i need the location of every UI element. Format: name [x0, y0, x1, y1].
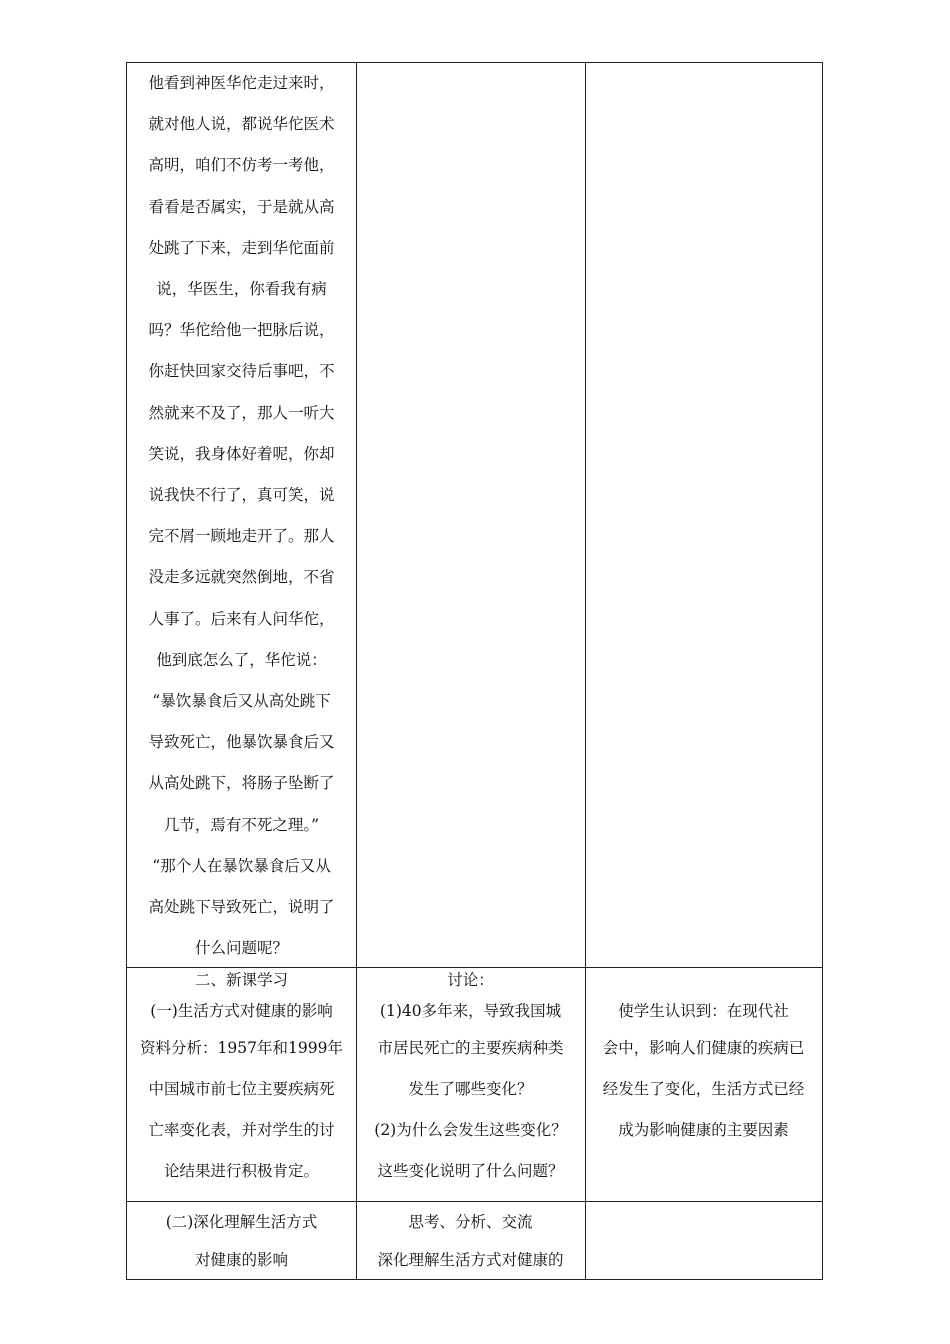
- activity-line: 资料分析：1957年和1999年: [140, 1039, 343, 1057]
- discussion-heading: 讨论：: [447, 971, 494, 989]
- subsection-heading: (一)生活方式对健康的影响: [150, 1002, 333, 1020]
- story-line: 吗？华佗给他一把脉后说，: [148, 321, 335, 340]
- story-line: 就对他人说，都说华佗医术: [148, 115, 335, 134]
- subsection-heading: (二)深化理解生活方式: [165, 1213, 318, 1231]
- story-line: 从高处跳下，将肠子坠断了: [148, 774, 335, 793]
- section-heading: 二、新课学习: [194, 971, 288, 989]
- story-line: “暴饮暴食后又从高处跳下: [152, 692, 331, 711]
- story-line: 高明，咱们不仿考一考他，: [148, 156, 335, 175]
- story-line: 说我快不行了，真可笑，说: [148, 486, 335, 505]
- activity-line: 深化理解生活方式对健康的: [377, 1251, 564, 1269]
- story-line: 他到底怎么了，华佗说：: [156, 650, 327, 669]
- story-line: 笑说，我身体好着呢，你却: [148, 444, 335, 463]
- discussion-cell: [356, 967, 585, 1192]
- think-cell: [356, 1201, 585, 1279]
- objective-line: 使学生认识到：在现代社: [618, 1002, 789, 1020]
- subsection-heading: 对健康的影响: [194, 1251, 288, 1269]
- lesson-table: [126, 62, 823, 1280]
- story-line: 说，华医生，你看我有病: [156, 280, 327, 299]
- story-line: 他看到神医华佗走过来时，: [148, 74, 335, 92]
- story-line: 处跳了下来，走到华佗面前: [148, 238, 335, 257]
- new-lesson-cell: [127, 967, 356, 1192]
- discussion-line: (1)40多年来，导致我国城: [379, 1002, 562, 1020]
- deepen-cell: [127, 1201, 356, 1279]
- discussion-line: (2)为什么会发生这些变化？: [374, 1121, 567, 1139]
- story-line: 几节，焉有不死之理。”: [163, 815, 320, 834]
- story-line: 高处跳下导致死亡，说明了: [148, 898, 335, 917]
- discussion-line: 这些变化说明了什么问题？: [377, 1162, 564, 1180]
- story-line: “那个人在暴饮暴食后又从: [152, 856, 331, 875]
- story-line: 然就来不及了，那人一听大: [148, 403, 335, 422]
- story-line: 什么问题呢？: [194, 939, 288, 958]
- story-line: 看看是否属实，于是就从高: [148, 197, 335, 216]
- objective-line: 会中，影响人们健康的疾病已: [602, 1039, 805, 1057]
- story-line: 人事了。后来有人问华佗，: [148, 609, 335, 628]
- activity-line: 论结果进行积极肯定。: [163, 1162, 319, 1180]
- story-line: 你赶快回家交待后事吧，不: [148, 362, 335, 381]
- objective-line: 经发生了变化，生活方式已经: [602, 1080, 805, 1098]
- discussion-line: 发生了哪些变化？: [408, 1080, 533, 1098]
- activity-line: 亡率变化表，并对学生的讨: [148, 1121, 335, 1139]
- activity-line: 思考、分析、交流: [408, 1213, 533, 1231]
- activity-line: 中国城市前七位主要疾病死: [148, 1080, 335, 1098]
- objective-line: 成为影响健康的主要因素: [618, 1121, 789, 1139]
- story-line: 导致死亡，他暴饮暴食后又: [148, 733, 335, 752]
- story-line: 完不屑一顾地走开了。那人: [148, 527, 335, 546]
- story-cell: [127, 63, 356, 969]
- objective-cell: [585, 967, 822, 1151]
- story-line: 没走多远就突然倒地，不省: [148, 568, 335, 587]
- discussion-line: 市居民死亡的主要疾病种类: [377, 1039, 564, 1057]
